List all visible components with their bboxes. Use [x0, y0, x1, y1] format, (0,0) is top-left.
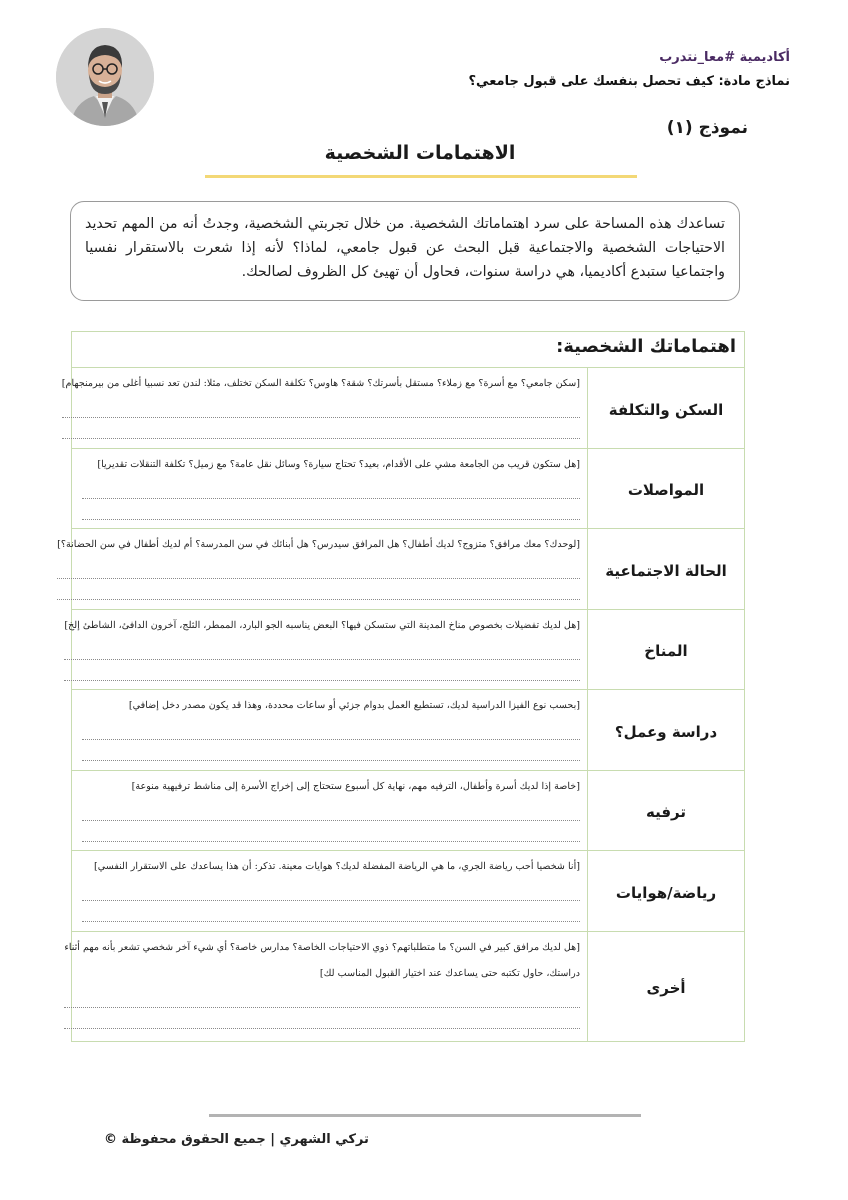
academy-brand: أكاديمية #معا_نتدرب — [659, 50, 790, 65]
row-label: رياضة/هوايات — [587, 851, 744, 931]
title-underline — [205, 175, 637, 178]
row-hint: [بحسب نوع الفيزا الدراسية لديك، تستطيع العمل بدوام جزئي أو ساعات محددة، وهذا قد يكون مصدر دخل إضافي] — [128, 700, 580, 711]
row-hint: [أنا شخصيا أحب رياضة الجري، ما هي الرياضة المفضلة لديك؟ هوايات معينة. تذكر: أن هذا يساعدك على الاستقرار النفسي] — [94, 861, 580, 872]
table-row-other — [64, 932, 744, 1041]
answer-line[interactable] — [62, 418, 580, 439]
row-label: الحالة الاجتماعية — [587, 529, 744, 609]
answer-line[interactable] — [62, 397, 580, 418]
table-row-social-status — [57, 529, 744, 610]
row-hint-continued: دراستك، حاول تكتبه حتى يساعدك عند اختيار القبول المناسب لك] — [319, 967, 580, 979]
answer-area[interactable] — [47, 529, 587, 609]
answer-line[interactable] — [57, 558, 580, 579]
row-label: ترفيه — [587, 771, 744, 851]
answer-area[interactable] — [54, 610, 587, 690]
answer-area[interactable] — [72, 851, 587, 931]
table-row-sports-hobbies — [72, 851, 744, 932]
answer-line[interactable] — [82, 478, 580, 499]
answer-line[interactable] — [82, 880, 580, 901]
answer-line[interactable] — [82, 901, 580, 922]
model-number: نموذج (١) — [666, 118, 748, 138]
answer-line[interactable] — [82, 821, 580, 842]
answer-line[interactable] — [64, 639, 580, 660]
answer-line[interactable] — [82, 740, 580, 761]
course-subtitle: نماذج مادة: كيف تحصل بنفسك على قبول جامعي؟ — [468, 74, 790, 89]
answer-line[interactable] — [64, 987, 580, 1008]
table-row-transport — [72, 449, 744, 530]
table-heading: اهتماماتك الشخصية: — [72, 332, 744, 368]
intro-box — [70, 201, 740, 301]
row-label: السكن والتكلفة — [587, 368, 744, 448]
answer-line[interactable] — [64, 1008, 580, 1029]
answer-line[interactable] — [82, 499, 580, 520]
table-row-study-work — [72, 690, 744, 771]
answer-line[interactable] — [82, 800, 580, 821]
answer-line[interactable] — [57, 579, 580, 600]
copyright-footer: تركي الشهري | جميع الحقوق محفوظة © — [104, 1132, 369, 1147]
answer-area[interactable] — [52, 368, 587, 448]
row-hint: [هل لديك مرافق كبير في السن؟ ما متطلباتهم؟ ذوي الاحتياجات الخاصة؟ مدارس خاصة؟ أي شيء آخر شخصي تشعر بأنه مهم أثناء — [64, 941, 580, 953]
row-hint: [هل لديك تفضيلات بخصوص مناخ المدينة التي ستسكن فيها؟ البعض يناسبه الجو البارد، الممطر، الثلج، آخرون الدافئ، الشاطئ إلخ] — [64, 619, 580, 631]
author-portrait-icon — [56, 28, 154, 126]
table-row-entertainment — [72, 771, 744, 852]
answer-area[interactable] — [72, 771, 587, 851]
row-label: المواصلات — [587, 449, 744, 529]
row-hint: [خاصة إذا لديك أسرة وأطفال، الترفيه مهم، نهاية كل أسبوع ستحتاج إلى إخراج الأسرة إلى مناشط ترفيهية منوعة] — [131, 780, 580, 792]
table-row-climate — [64, 610, 744, 691]
answer-area[interactable] — [54, 932, 587, 1041]
row-hint: [سكن جامعي؟ مع أسرة؟ مع زملاء؟ مستقل بأسرتك؟ شقة؟ هاوس؟ تكلفة السكن تختلف، مثلا: لندن تعد نسبيا أغلى من بيرمنجهام] — [61, 378, 580, 389]
row-label: دراسة وعمل؟ — [587, 690, 744, 770]
table-row-housing — [61, 368, 744, 449]
page-title: الاهتمامات الشخصية — [324, 142, 516, 164]
row-label: أخرى — [587, 932, 744, 1041]
answer-line[interactable] — [82, 719, 580, 740]
intro-text: تساعدك هذه المساحة على سرد اهتماماتك الشخصية. من خلال تجربتي الشخصية، وجدتُ أنه من المهم تحديد الاحتياجات الشخصية والاجتماعية قبل البحث عن قبول جامعي، لماذا؟ لأنه إذا شعرت بالاستقرار نفسيا واجتماعيا ستبدع أكاديميا، هي دراسة سنوات، فحاول أن تهيئ كل الظروف لصالحك. — [85, 216, 725, 280]
row-hint: [لوحدك؟ معك مرافق؟ متزوج؟ لديك أطفال؟ هل المرافق سيدرس؟ هل أبنائك في سن المدرسة؟ أم لديك أطفال في سن الحضانة؟] — [57, 539, 580, 550]
author-avatar — [56, 28, 154, 126]
answer-line[interactable] — [64, 660, 580, 681]
answer-area[interactable] — [72, 690, 587, 770]
row-label: المناخ — [587, 610, 744, 690]
footer-divider — [209, 1114, 641, 1117]
answer-area[interactable] — [72, 449, 587, 529]
row-hint: [هل ستكون قريب من الجامعة مشي على الأقدام، بعيد؟ تحتاج سيارة؟ وسائل نقل عامة؟ مع زميل؟ تكلفة التنقلات تقديريا] — [97, 458, 580, 470]
interests-table — [57, 331, 745, 1042]
